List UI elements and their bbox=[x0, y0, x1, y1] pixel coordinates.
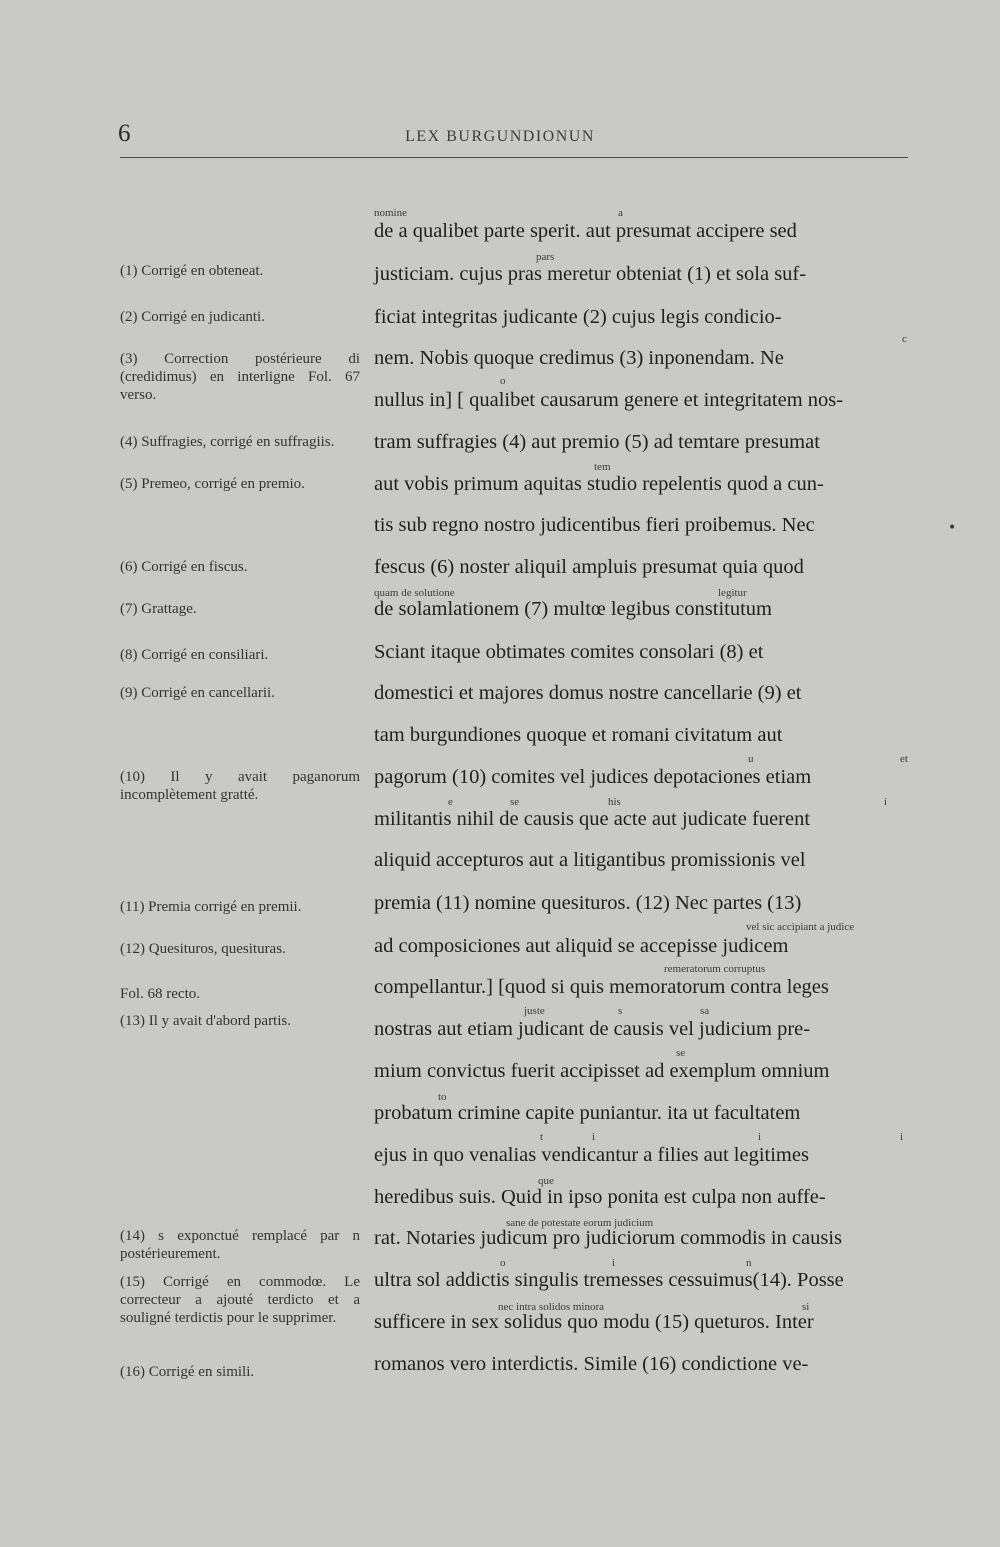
interlinear-gloss: que bbox=[538, 1175, 554, 1187]
footnote-15: (15) Corrigé en commodœ. Le correcteur a ajouté terdicto et a souligné terdictis pour le supprimer. bbox=[120, 1274, 360, 1326]
footnote-16: (16) Corrigé en simili. bbox=[120, 1364, 255, 1380]
interlinear-gloss: juste bbox=[524, 1005, 545, 1017]
footnote-10: (10) Il y avait paganorum incomplètement gratté. bbox=[120, 769, 360, 803]
interlinear-gloss: i bbox=[884, 796, 888, 808]
gloss-line bbox=[374, 374, 912, 388]
text-line: ultra sol addictis singulis tremesses cessuimus(14). Posse bbox=[374, 1269, 844, 1291]
footnote-6: (6) Corrigé en fiscus. bbox=[120, 559, 248, 575]
interlinear-gloss: s bbox=[618, 1005, 623, 1017]
text-line: premia (11) nomine quesituros. (12) Nec partes (13) bbox=[374, 892, 802, 914]
footnote-13: (13) Il y avait d'abord partis. bbox=[120, 1013, 291, 1029]
text-line: tram suffragies (4) aut premio (5) ad temtare presumat bbox=[374, 431, 820, 453]
text-line: pagorum (10) comites vel judices depotaciones etiam bbox=[374, 766, 812, 788]
text-line: rat. Notaries judicum pro judiciorum commodis in causis bbox=[374, 1227, 842, 1249]
text-line: romanos vero interdictis. Simile (16) condictione ve- bbox=[374, 1353, 809, 1375]
gloss-line bbox=[374, 332, 912, 346]
interlinear-gloss: si bbox=[802, 1301, 810, 1313]
text-line: ad composiciones aut aliquid se accepisse judicem bbox=[374, 935, 789, 957]
interlinear-gloss: pars bbox=[536, 251, 555, 263]
interlinear-gloss: o bbox=[500, 375, 506, 387]
interlinear-gloss: se bbox=[676, 1047, 686, 1059]
text-line: de a qualibet parte sperit. aut presumat accipere sed bbox=[374, 220, 797, 242]
footnote-1: (1) Corrigé en obteneat. bbox=[120, 263, 264, 279]
interlinear-gloss: quam de solutione bbox=[374, 587, 455, 599]
footnote-5: (5) Premeo, corrigé en premio. bbox=[120, 476, 305, 492]
footnote-9: (9) Corrigé en cancellarii. bbox=[120, 685, 275, 701]
page-number: 6 bbox=[118, 120, 131, 147]
folio-reference: Fol. 68 recto. bbox=[120, 986, 200, 1002]
text-line: nem. Nobis quoque credimus (3) inponendam. Ne bbox=[374, 347, 784, 369]
text-line: sufficere in sex solidus quo modu (15) queturos. Inter bbox=[374, 1311, 814, 1333]
footnote-8: (8) Corrigé en consiliari. bbox=[120, 647, 269, 663]
text-line: Sciant itaque obtimates comites consolari (8) et bbox=[374, 641, 764, 663]
gloss-line bbox=[374, 752, 912, 766]
footnote-4: (4) Suffragies, corrigé en suffragiis. bbox=[120, 434, 335, 450]
interlinear-gloss: i bbox=[758, 1131, 762, 1143]
text-line: tam burgundiones quoque et romani civitatum aut bbox=[374, 724, 783, 746]
interlinear-gloss: legitur bbox=[718, 587, 747, 599]
interlinear-gloss: n bbox=[746, 1257, 752, 1269]
interlinear-gloss: vel sic accipiant a judice bbox=[746, 921, 855, 933]
gloss-line bbox=[374, 1004, 912, 1018]
interlinear-gloss: nomine bbox=[374, 207, 407, 219]
text-line: fescus (6) noster aliquil ampluis presumat quia quod bbox=[374, 556, 804, 578]
text-line: nullus in] [ qualibet causarum genere et integritatem nos- bbox=[374, 389, 844, 411]
gloss-line bbox=[374, 962, 912, 976]
text-line: aut vobis primum aquitas studio repelentis quod a cun- bbox=[374, 473, 824, 495]
interlinear-gloss: e bbox=[448, 796, 453, 808]
running-title: LEX BURGUNDIONUN bbox=[405, 128, 595, 145]
interlinear-gloss: sa bbox=[700, 1005, 710, 1017]
text-line: de solamlationem (7) multœ legibus constitutum bbox=[374, 598, 772, 620]
text-line: aliquid accepturos aut a litigantibus promissionis vel bbox=[374, 849, 806, 871]
interlinear-gloss: nec intra solidos minora bbox=[498, 1301, 605, 1313]
interlinear-gloss: et bbox=[900, 753, 908, 765]
gloss-line bbox=[374, 1046, 912, 1060]
interlinear-gloss: i bbox=[612, 1257, 616, 1269]
interlinear-gloss: to bbox=[438, 1091, 447, 1103]
interlinear-gloss: u bbox=[748, 753, 754, 765]
interlinear-gloss: se bbox=[510, 796, 520, 808]
interlinear-gloss: sane de potestate eorum judicium bbox=[506, 1217, 654, 1229]
text-line: domestici et majores domus nostre cancellarie (9) et bbox=[374, 682, 802, 704]
gloss-line bbox=[374, 1130, 912, 1144]
footnote-14: (14) s exponctué remplacé par n postérieurement. bbox=[120, 1228, 360, 1262]
text-line: heredibus suis. Quid in ipso ponita est culpa non auffe- bbox=[374, 1186, 826, 1208]
gloss-line bbox=[374, 206, 912, 220]
text-line: mium convictus fuerit accipisset ad exemplum omnium bbox=[374, 1060, 830, 1082]
interlinear-gloss: i bbox=[592, 1131, 596, 1143]
interlinear-gloss: remeratorum corruptus bbox=[664, 963, 766, 975]
interlinear-gloss: tem bbox=[594, 461, 611, 473]
interlinear-gloss: a bbox=[618, 207, 623, 219]
text-line: ficiat integritas judicante (2) cujus legis condicio- bbox=[374, 306, 782, 328]
interlinear-gloss: his bbox=[608, 796, 621, 808]
footnote-3: (3) Correction postérieure di (credidimus) en interligne Fol. 67 verso. bbox=[120, 351, 360, 403]
interlinear-gloss: c bbox=[902, 333, 907, 345]
interlinear-gloss: i bbox=[900, 1131, 904, 1143]
text-line: justiciam. cujus pras meretur obteniat (1) et sola suf- bbox=[374, 263, 807, 285]
text-line: nostras aut etiam judicant de causis vel judicium pre- bbox=[374, 1018, 811, 1040]
gloss-line bbox=[374, 920, 912, 934]
text-line: tis sub regno nostro judicentibus fieri proibemus. Nec bbox=[374, 514, 815, 536]
footnote-12: (12) Quesituros, quesituras. bbox=[120, 941, 286, 957]
text-line: militantis nihil de causis que acte aut judicate fuerent bbox=[374, 808, 811, 830]
text-line: ejus in quo venalias vendicantur a filies aut legitimes bbox=[374, 1144, 809, 1166]
text-line: compellantur.] [quod si quis memoratorum contra leges bbox=[374, 976, 829, 998]
footnote-2: (2) Corrigé en judicanti. bbox=[120, 309, 265, 325]
footnote-7: (7) Grattage. bbox=[120, 601, 197, 617]
interlinear-gloss: t bbox=[540, 1131, 544, 1143]
interlinear-gloss: o bbox=[500, 1257, 506, 1269]
footnote-11: (11) Premia corrigé en premii. bbox=[120, 899, 302, 915]
text-line: probatum crimine capite puniantur. ita ut facultatem bbox=[374, 1102, 801, 1124]
stray-ink-mark: • bbox=[948, 520, 957, 536]
